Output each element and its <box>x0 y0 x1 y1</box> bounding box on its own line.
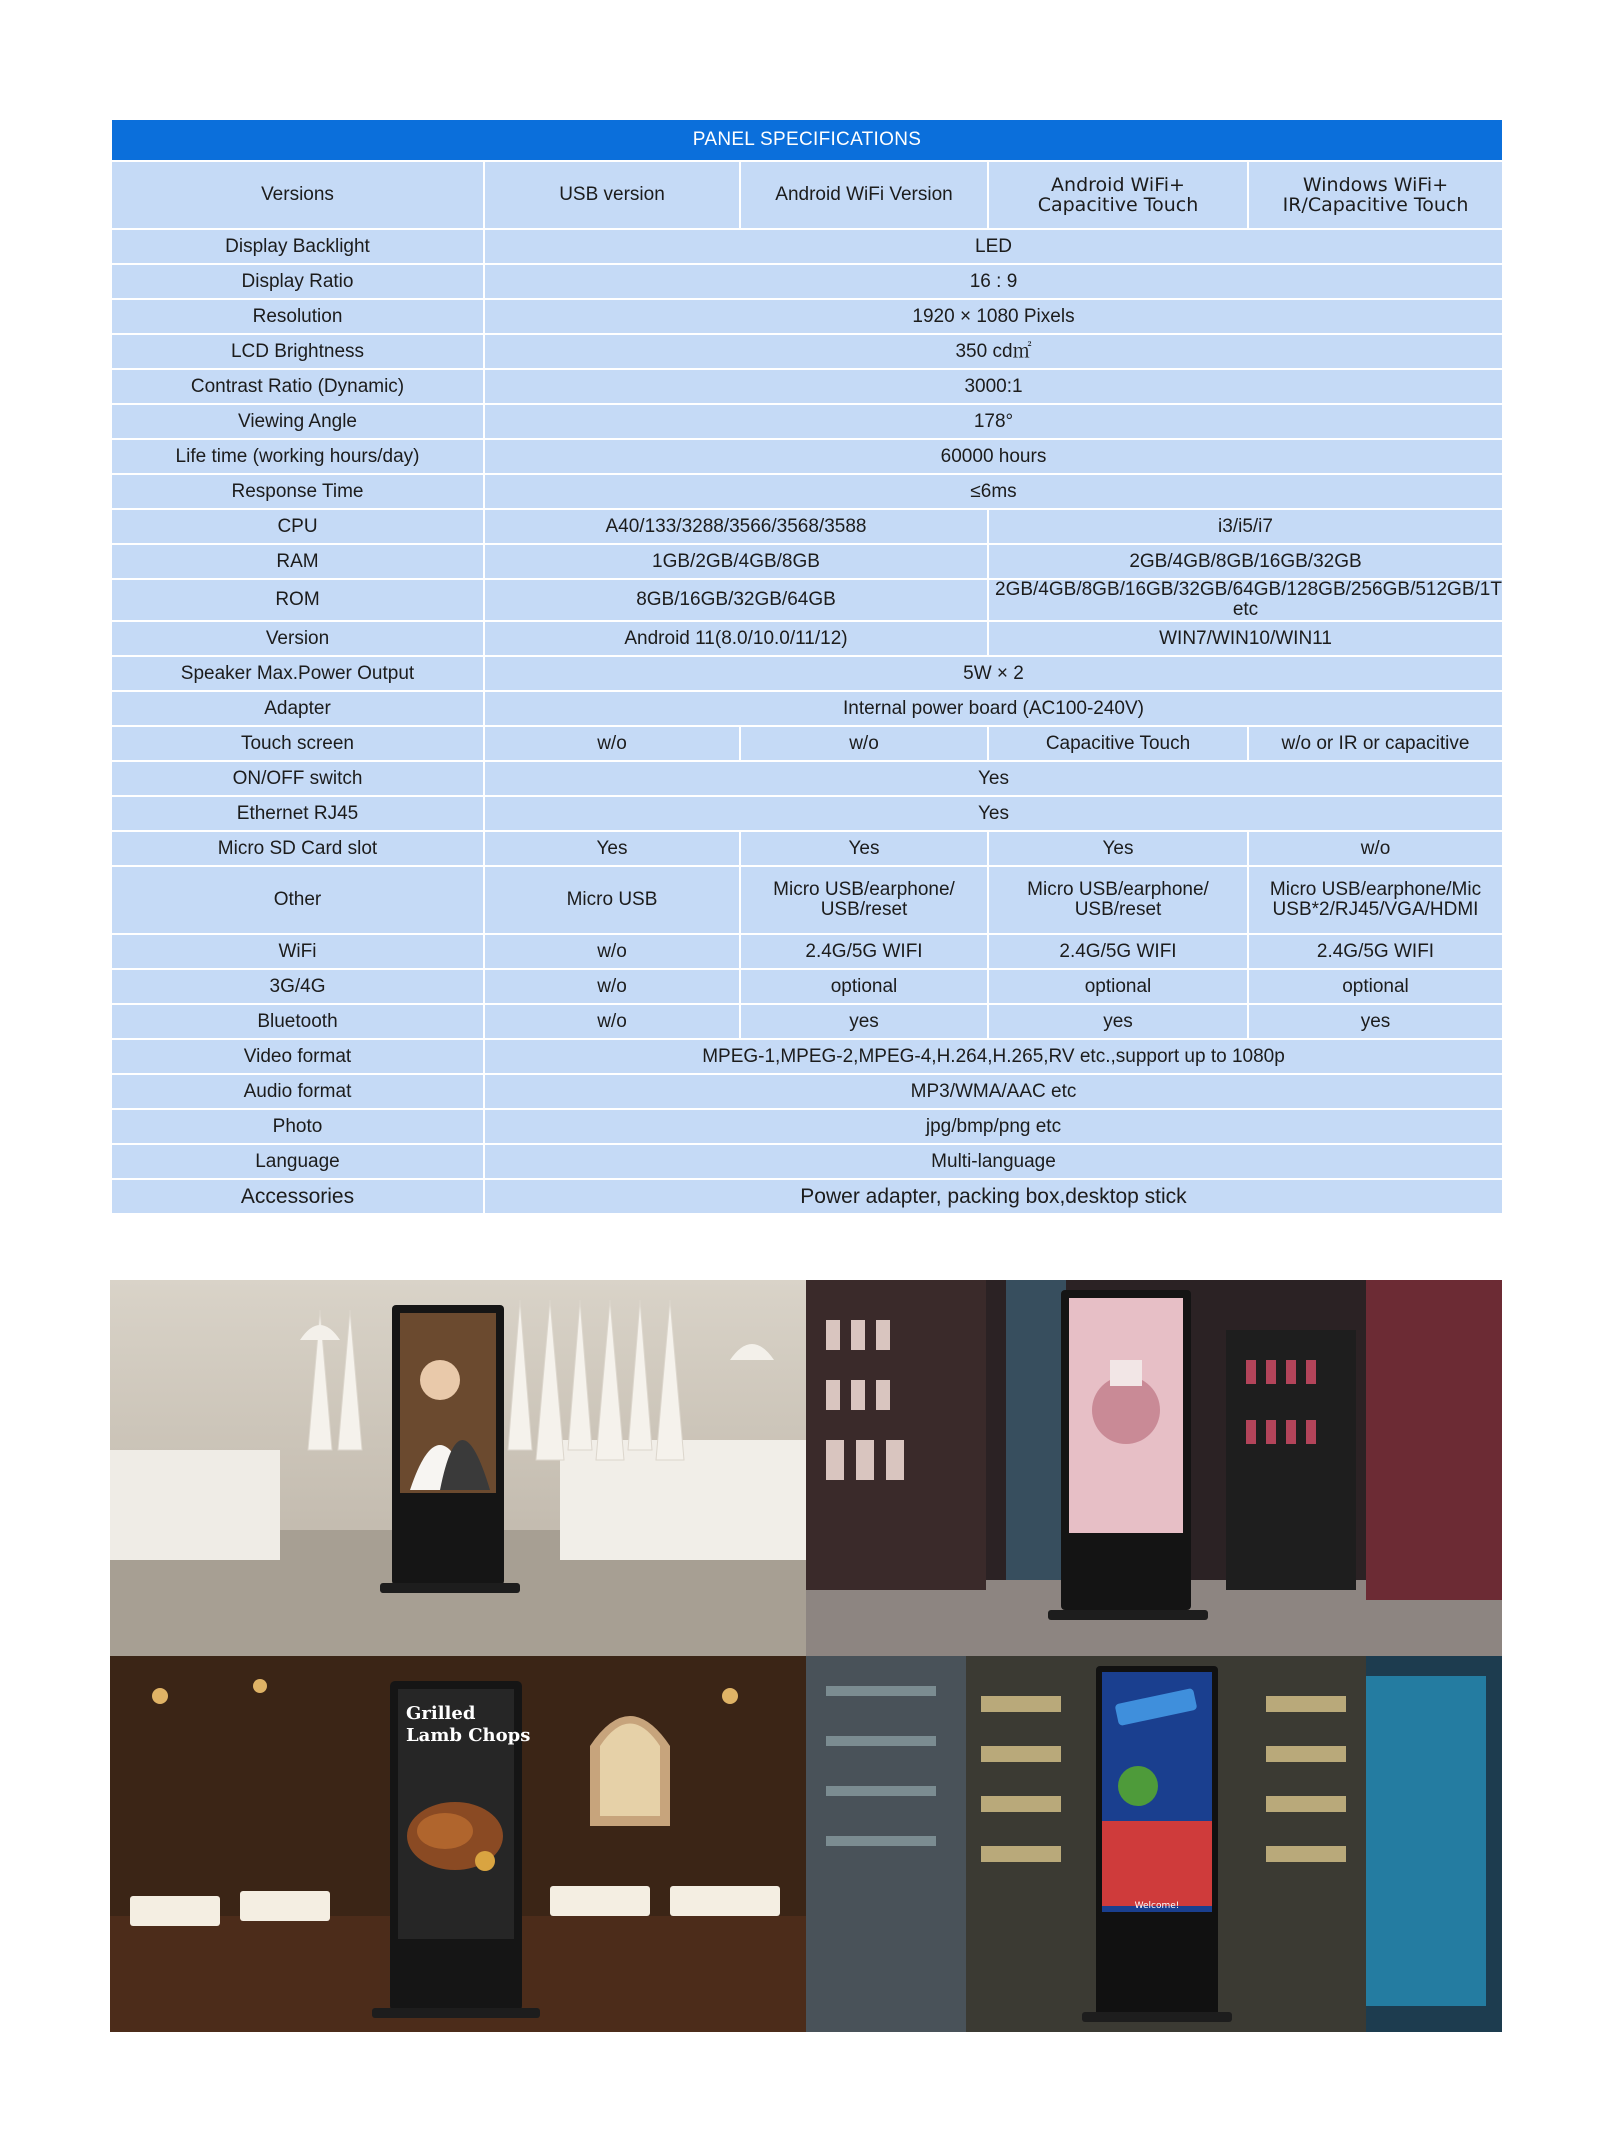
spec-label: Version <box>111 621 484 656</box>
header-versions: Versions <box>111 161 484 229</box>
spec-value: 1920 × 1080 Pixels <box>484 299 1503 334</box>
spec-value: 16 : 9 <box>484 264 1503 299</box>
spec-value: Multi-language <box>484 1144 1503 1179</box>
spec-label: Audio format <box>111 1074 484 1109</box>
spec-row-display-backlight <box>111 229 1503 264</box>
spec-value: 350 cd㎡ <box>484 334 1503 369</box>
spec-label: Accessories <box>111 1179 484 1214</box>
spec-row-ethernet-rj45 <box>111 796 1503 831</box>
spec-value-col-1: w/o <box>484 969 740 1004</box>
photo-restaurant <box>110 1656 806 2032</box>
spec-row-audio-format <box>111 1074 1503 1109</box>
photo-convenience-store <box>806 1656 1502 2032</box>
spec-label: ROM <box>111 579 484 621</box>
spec-row-touch-screen <box>111 726 1503 761</box>
spec-value-col-2: 2.4G/5G WIFI <box>740 934 988 969</box>
screen-welcome: Welcome! <box>1134 1901 1180 1911</box>
spec-value-col-1: w/o <box>484 726 740 761</box>
spec-label: ON/OFF switch <box>111 761 484 796</box>
spec-value-android: 1GB/2GB/4GB/8GB <box>484 544 988 579</box>
spec-row-other <box>111 866 1503 934</box>
spec-value-col-3: Yes <box>988 831 1248 866</box>
spec-value-col-2: Yes <box>740 831 988 866</box>
spec-label: Speaker Max.Power Output <box>111 656 484 691</box>
spec-label: Life time (working hours/day) <box>111 439 484 474</box>
spec-label: Contrast Ratio (Dynamic) <box>111 369 484 404</box>
product-photo-grid <box>110 1280 1502 2032</box>
spec-row-cpu <box>111 509 1503 544</box>
spec-label: Resolution <box>111 299 484 334</box>
spec-label: Display Ratio <box>111 264 484 299</box>
spec-value-android: A40/133/3288/3566/3568/3588 <box>484 509 988 544</box>
spec-label: Viewing Angle <box>111 404 484 439</box>
spec-label: Display Backlight <box>111 229 484 264</box>
spec-value-windows: i3/i5/i7 <box>988 509 1503 544</box>
spec-row-rom <box>111 579 1503 621</box>
spec-row-viewing-angle <box>111 404 1503 439</box>
spec-value-col-3: Capacitive Touch <box>988 726 1248 761</box>
spec-value-col-1: Yes <box>484 831 740 866</box>
spec-label: Bluetooth <box>111 1004 484 1039</box>
spec-value: 178° <box>484 404 1503 439</box>
screen-title-line-1: Grilled <box>406 1703 476 1724</box>
spec-row-micro-sd-card-slot <box>111 831 1503 866</box>
spec-row-photo <box>111 1109 1503 1144</box>
spec-label: 3G/4G <box>111 969 484 1004</box>
spec-row-contrast-ratio-dynamic <box>111 369 1503 404</box>
spec-value: LED <box>484 229 1503 264</box>
spec-row-accessories <box>111 1179 1503 1214</box>
spec-label: RAM <box>111 544 484 579</box>
spec-label: Photo <box>111 1109 484 1144</box>
spec-value-android: Android 11(8.0/10.0/11/12) <box>484 621 988 656</box>
header-usb-version: USB version <box>484 161 740 229</box>
spec-row-wifi <box>111 934 1503 969</box>
spec-row-response-time <box>111 474 1503 509</box>
spec-row-language <box>111 1144 1503 1179</box>
spec-row-on-off-switch <box>111 761 1503 796</box>
header-windows: Windows WiFi+ IR/Capacitive Touch <box>1248 161 1503 229</box>
spec-value-windows: 2GB/4GB/8GB/16GB/32GB/64GB/128GB/256GB/512GB/1T etc <box>988 579 1503 621</box>
spec-row-life-time-working-hours-day <box>111 439 1503 474</box>
spec-label: Language <box>111 1144 484 1179</box>
spec-value-col-1: Micro USB <box>484 866 740 934</box>
spec-value-col-3: optional <box>988 969 1248 1004</box>
photo-cosmetics-store <box>806 1280 1502 1656</box>
spec-value: Internal power board (AC100-240V) <box>484 691 1503 726</box>
spec-value-col-4: 2.4G/5G WIFI <box>1248 934 1503 969</box>
spec-value: 60000 hours <box>484 439 1503 474</box>
spec-value-windows: 2GB/4GB/8GB/16GB/32GB <box>988 544 1503 579</box>
spec-value: 3000:1 <box>484 369 1503 404</box>
spec-value: Yes <box>484 761 1503 796</box>
spec-row-display-ratio <box>111 264 1503 299</box>
spec-value-col-2: optional <box>740 969 988 1004</box>
spec-label: Micro SD Card slot <box>111 831 484 866</box>
spec-label: Touch screen <box>111 726 484 761</box>
spec-row-version <box>111 621 1503 656</box>
spec-row-ram <box>111 544 1503 579</box>
spec-value-col-4: w/o or IR or capacitive <box>1248 726 1503 761</box>
header-android-touch: Android WiFi+ Capacitive Touch <box>988 161 1248 229</box>
spec-value-col-3: 2.4G/5G WIFI <box>988 934 1248 969</box>
spec-value: jpg/bmp/png etc <box>484 1109 1503 1144</box>
spec-value-col-2: w/o <box>740 726 988 761</box>
header-android-wifi: Android WiFi Version <box>740 161 988 229</box>
spec-value: 5W × 2 <box>484 656 1503 691</box>
spec-row-3g-4g <box>111 969 1503 1004</box>
spec-value-android: 8GB/16GB/32GB/64GB <box>484 579 988 621</box>
spec-label: Other <box>111 866 484 934</box>
spec-label: Ethernet RJ45 <box>111 796 484 831</box>
spec-value: Power adapter, packing box,desktop stick <box>484 1179 1503 1214</box>
spec-row-adapter <box>111 691 1503 726</box>
spec-row-speaker-max-power-output <box>111 656 1503 691</box>
header-row <box>111 161 1503 229</box>
spec-label: Adapter <box>111 691 484 726</box>
spec-value-col-3: Micro USB/earphone/ USB/reset <box>988 866 1248 934</box>
spec-value-col-3: yes <box>988 1004 1248 1039</box>
spec-row-video-format <box>111 1039 1503 1074</box>
spec-value: Yes <box>484 796 1503 831</box>
spec-value-col-4: optional <box>1248 969 1503 1004</box>
spec-label: LCD Brightness <box>111 334 484 369</box>
spec-value: MP3/WMA/AAC etc <box>484 1074 1503 1109</box>
photo-bridal-shop <box>110 1280 806 1656</box>
spec-label: CPU <box>111 509 484 544</box>
spec-value-windows: WIN7/WIN10/WIN11 <box>988 621 1503 656</box>
table-title: PANEL SPECIFICATIONS <box>111 119 1503 161</box>
spec-value-col-1: w/o <box>484 934 740 969</box>
spec-value-col-4: w/o <box>1248 831 1503 866</box>
spec-value: MPEG-1,MPEG-2,MPEG-4,H.264,H.265,RV etc.,support up to 1080p <box>484 1039 1503 1074</box>
screen-title-line-2: Lamb Chops <box>406 1725 531 1746</box>
spec-row-bluetooth <box>111 1004 1503 1039</box>
spec-value-col-2: yes <box>740 1004 988 1039</box>
spec-value-col-4: Micro USB/earphone/Mic USB*2/RJ45/VGA/HDMI <box>1248 866 1503 934</box>
spec-row-resolution <box>111 299 1503 334</box>
spec-value: ≤6ms <box>484 474 1503 509</box>
spec-label: Video format <box>111 1039 484 1074</box>
spec-label: Response Time <box>111 474 484 509</box>
spec-label: WiFi <box>111 934 484 969</box>
spec-row-lcd-brightness <box>111 334 1503 369</box>
spec-sheet <box>110 118 1502 1215</box>
spec-value-col-1: w/o <box>484 1004 740 1039</box>
spec-value-col-4: yes <box>1248 1004 1503 1039</box>
spec-value-col-2: Micro USB/earphone/ USB/reset <box>740 866 988 934</box>
spec-table <box>110 118 1504 1215</box>
